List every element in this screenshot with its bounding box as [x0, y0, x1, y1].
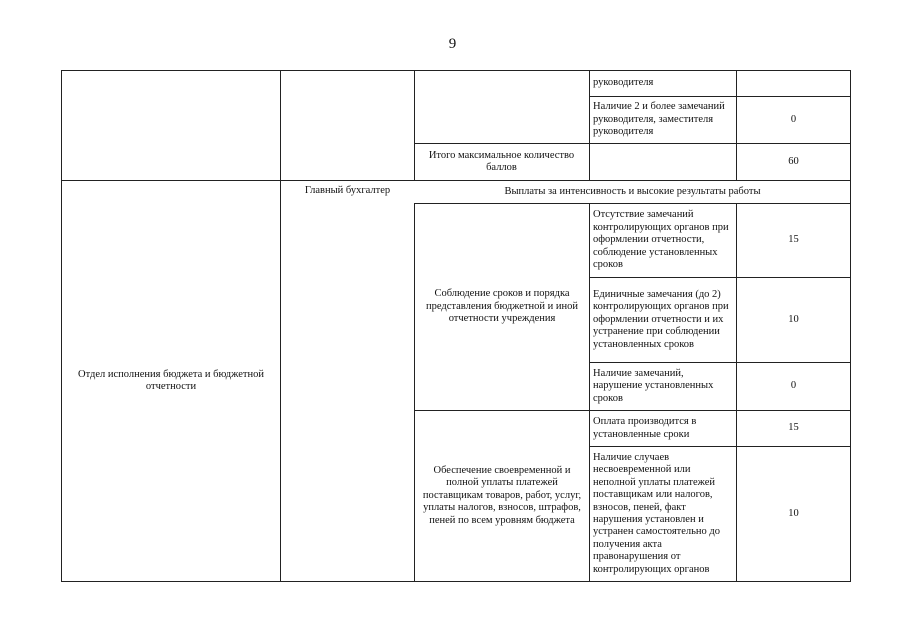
criterion-cell: Наличие замечаний, нарушение установленных сроков — [593, 367, 714, 404]
rule — [589, 70, 590, 181]
score-cell: 15 — [788, 422, 799, 434]
score-cell: 10 — [788, 313, 799, 325]
position-cell: Главный бухгалтер — [304, 184, 391, 196]
criterion-cell: Наличие 2 и более замечаний руководителя, заместителя руководителя — [593, 101, 725, 138]
score-cell: 10 — [788, 507, 799, 519]
rule — [589, 203, 590, 582]
department-cell: Отдел исполнения бюджета и бюджетной отчетности — [78, 368, 264, 392]
total-score: 60 — [788, 155, 799, 167]
indicator-cell: Соблюдение сроков и порядка представления бюджетной и иной отчетности учреждения — [425, 288, 578, 325]
criterion-cell: Наличие случаев несвоевременной или неполной уплаты платежей поставщикам или налогов, взносов, пеней, факт нарушения установлен и устранен самостоятельно до получения акта правонарушения от контролирующих органов — [593, 451, 721, 575]
score-cell: 15 — [788, 234, 799, 246]
indicator-cell: Обеспечение своевременной и полной уплаты платежей поставщикам товаров, работ, услуг, уплаты налогов, взносов, штрафов, пеней по всем уровням бюджета — [422, 464, 582, 526]
section-header: Выплаты за интенсивность и высокие результаты работы — [504, 185, 761, 197]
total-label: Итого максимальное количество баллов — [428, 149, 575, 173]
criterion-cell: Оплата производится в установленные сроки — [593, 416, 697, 440]
criterion-cell: руководителя — [593, 77, 654, 89]
rule — [850, 70, 851, 582]
score-cell: 0 — [790, 113, 797, 125]
rule — [280, 70, 281, 582]
rule — [414, 70, 415, 181]
rule — [61, 581, 851, 582]
page-number: 9 — [448, 36, 457, 52]
criterion-cell: Единичные замечания (до 2) контролирующих органов при оформлении отчетности и их устранение при соблюдении установленных сроков — [593, 288, 729, 350]
criterion-cell: Отсутствие замечаний контролирующих органов при оформлении отчетности, соблюдение установленных сроков — [593, 209, 729, 271]
rule — [61, 70, 62, 582]
score-cell: 0 — [790, 380, 797, 392]
rule — [414, 203, 415, 582]
